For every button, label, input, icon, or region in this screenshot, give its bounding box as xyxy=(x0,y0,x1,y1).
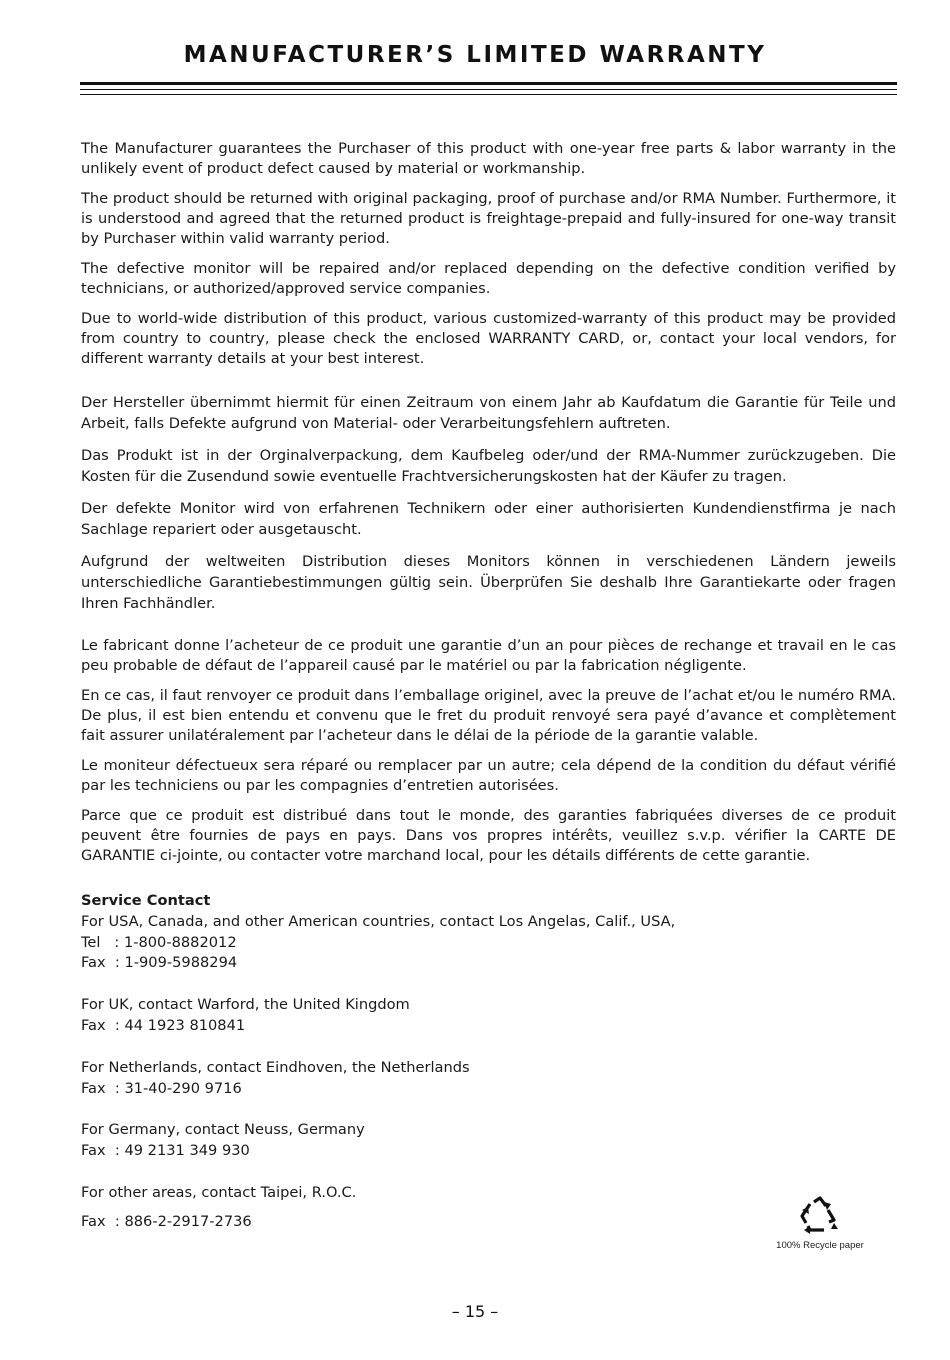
recycle-icon xyxy=(770,1196,870,1238)
contact-line: For Germany, contact Neuss, Germany xyxy=(81,1121,365,1139)
paragraph: The defective monitor will be repaired and/or replaced depending on the defective condition verified by technicians, or authorized/approved service companies. xyxy=(81,260,896,297)
paragraph: Der Hersteller übernimmt hiermit für einen Zeitraum von einem Jahr ab Kaufdatum die Garantie für Teile und Arbeit, falls Defekte aufgrund von Material- oder Verarbeitungsfehlern auftreten. xyxy=(81,394,896,432)
paragraph: Aufgrund der weltweiten Distribution dieses Monitors können in verschiedenen Ländern jeweils unterschiedliche Garantiebestimmungen gültig sein. Überprüfen Sie deshalb Ihre Garantiekarte oder fragen Ihren Fachhändler. xyxy=(81,553,896,612)
contact-line: For other areas, contact Taipei, R.O.C. xyxy=(81,1183,357,1201)
page-number: – 15 – xyxy=(451,1302,499,1321)
title-rule-top xyxy=(80,82,897,85)
paragraph: The Manufacturer guarantees the Purchaser of this product with one-year free parts & labor warranty in the unlikely event of product defect caused by material or workmanship. xyxy=(81,140,896,177)
paragraph: The product should be returned with original packaging, proof of purchase and/or RMA Number. Furthermore, it is understood and agreed that the returned product is freightage-prepaid and fully-insured for one-way transit by Purchaser within valid warranty period. xyxy=(81,190,896,247)
contact-line: For UK, contact Warford, the United Kingdom xyxy=(81,996,410,1014)
page-title: MANUFACTURER’S LIMITED WARRANTY xyxy=(183,42,767,68)
contact-germany xyxy=(81,1120,896,1162)
warranty-body xyxy=(81,139,896,1233)
contact-uk xyxy=(81,995,896,1037)
contact-usa xyxy=(81,912,896,974)
contact-fax: Fax : 1-909-5988294 xyxy=(81,954,238,972)
recycle-label: 100% Recycle paper xyxy=(776,1240,864,1251)
paragraph: Le moniteur défectueux sera réparé ou remplacer par un autre; cela dépend de la condition du défaut vérifié par les techniciens ou par les compagnies d’entretien autorisées. xyxy=(81,757,896,794)
paragraph: En ce cas, il faut renvoyer ce produit dans l’emballage originel, avec la preuve de l’achat et/ou le numéro RMA. De plus, il est bien entendu et convenu que le fret du produit renvoyé sera payé d’avance et complètement fait assurer unilatéralement par l’acheteur dans le délai de la période de la garantie valable. xyxy=(81,687,896,744)
contact-tel: Tel : 1-800-8882012 xyxy=(81,933,237,951)
paragraph: Parce que ce produit est distribué dans tout le monde, des garanties fabriquées diverses de ce produit peuvent être fournies de pays en pays. Dans vos propres intérêts, veuillez s.v.p. vérifier la CARTE DE GARANTIE ci-jointe, ou contacter votre marchand local, pour les détails différents de cette garantie. xyxy=(81,807,896,864)
contact-fax: Fax : 44 1923 810841 xyxy=(81,1016,246,1034)
paragraph: Due to world-wide distribution of this product, various customized-warranty of this product may be provided from country to country, please check the enclosed WARRANTY CARD, or, contact your local vendors, for different warranty details at your best interest. xyxy=(81,310,896,367)
title-rule-bottom xyxy=(80,94,897,95)
english-section xyxy=(81,139,896,369)
title-rule-middle xyxy=(80,89,897,90)
contact-fax: Fax : 886-2-2917-2736 xyxy=(81,1212,252,1230)
paragraph: Le fabricant donne l’acheteur de ce produit une garantie d’un an pour pièces de rechange et travail en le cas peu probable de défaut de l’appareil causé par le matériel ou par la fabrication négligente. xyxy=(81,637,896,674)
service-contact-section xyxy=(81,891,896,1233)
contact-line: For USA, Canada, and other American countries, contact Los Angelas, Calif., USA, xyxy=(81,912,676,930)
paragraph: Das Produkt ist in der Orginalverpackung, dem Kaufbeleg oder/und der RMA-Nummer zurückzugeben. Die Kosten für die Zusendund sowie eventuelle Frachtversicherungskosten hat der Käufer zu tragen. xyxy=(81,447,896,485)
contact-fax: Fax : 49 2131 349 930 xyxy=(81,1142,250,1160)
paragraph: Der defekte Monitor wird von erfahrenen Technikern oder einer authorisierten Kundendienstfirma je nach Sachlage repariert oder ausgetauscht. xyxy=(81,500,896,538)
service-contact-heading: Service Contact xyxy=(81,892,211,909)
contact-netherlands xyxy=(81,1058,896,1100)
french-section xyxy=(81,636,896,866)
recycle-mark xyxy=(770,1196,870,1251)
german-section xyxy=(81,392,896,614)
contact-line: For Netherlands, contact Eindhoven, the Netherlands xyxy=(81,1058,470,1076)
contact-fax: Fax : 31-40-290 9716 xyxy=(81,1079,242,1097)
